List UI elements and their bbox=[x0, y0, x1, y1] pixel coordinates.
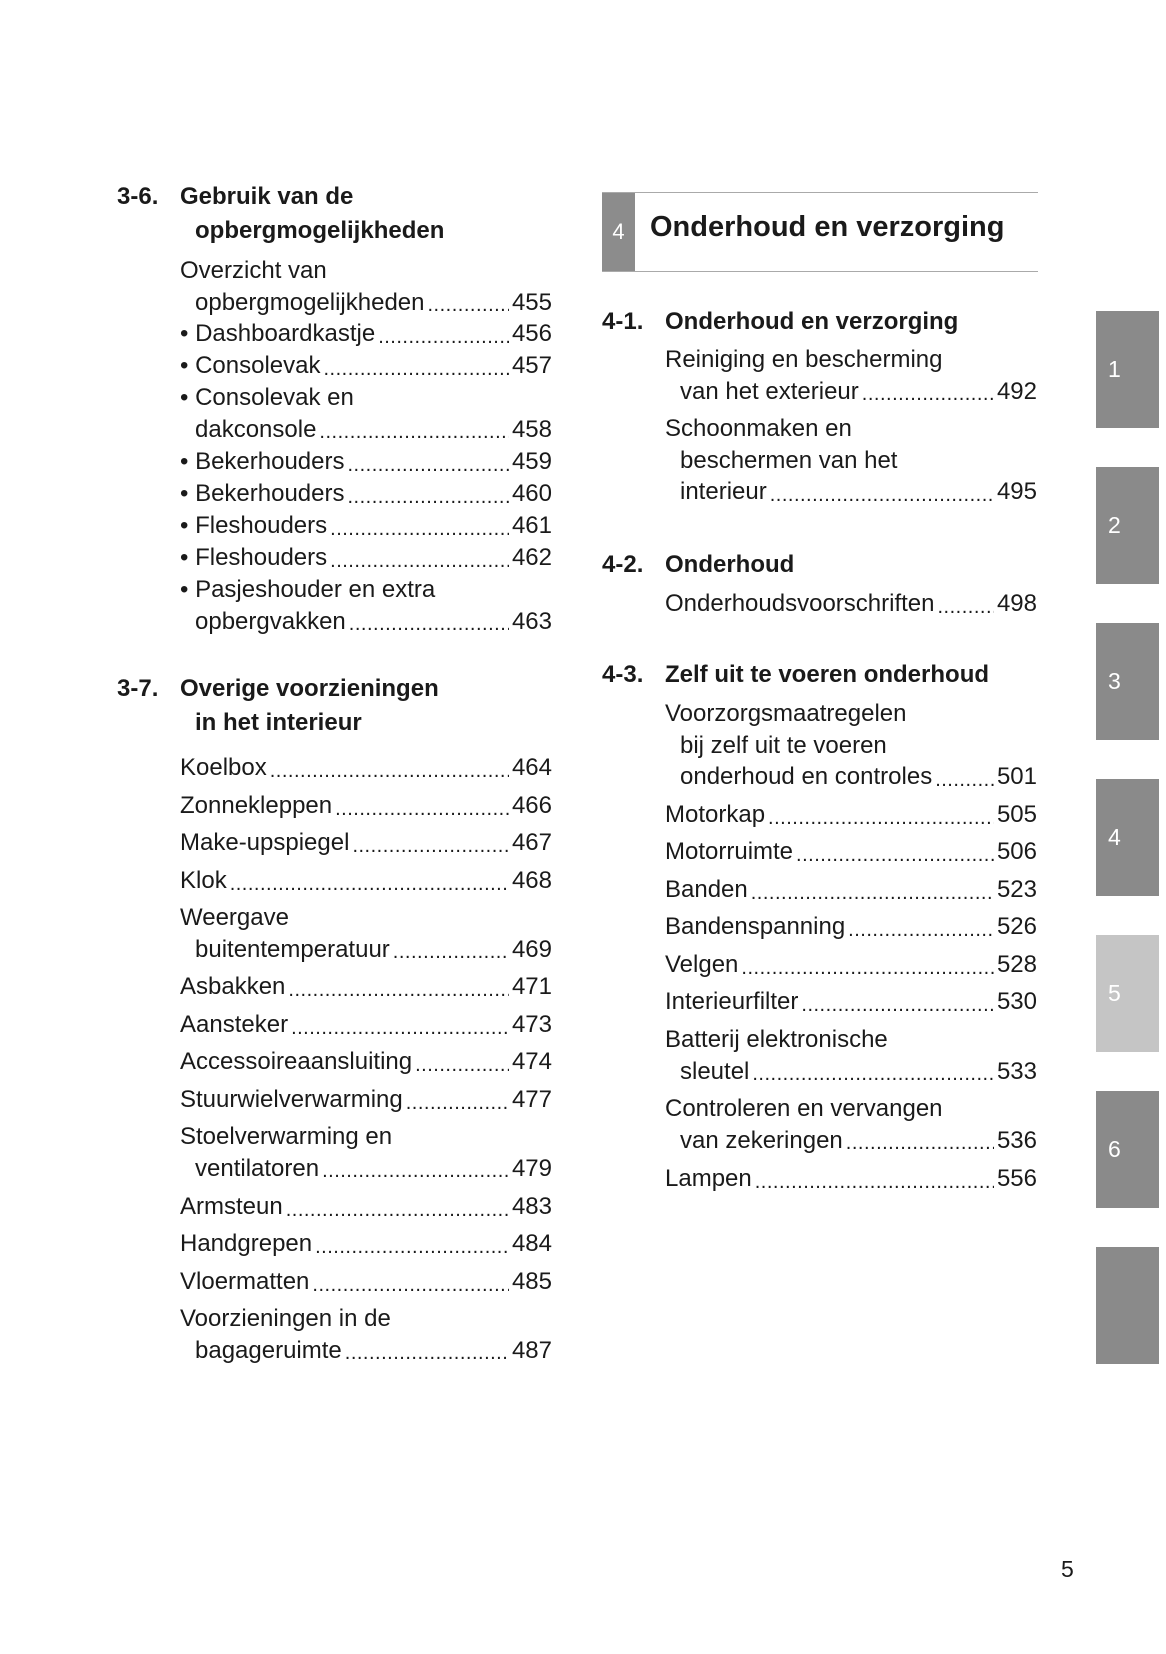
chapter-tab-7[interactable] bbox=[1096, 1247, 1159, 1364]
dot-leader bbox=[286, 1204, 509, 1216]
toc-line: Motorruimte ..... 506 bbox=[665, 836, 1037, 868]
section-title: Onderhoud bbox=[665, 551, 795, 578]
toc-entry[interactable] bbox=[180, 574, 552, 637]
toc-entry[interactable] bbox=[180, 865, 552, 897]
dot-leader bbox=[288, 984, 509, 996]
chapter-banner bbox=[602, 192, 1038, 272]
chapter-tab-2[interactable]: 2 bbox=[1096, 467, 1159, 584]
page-ref: 466 bbox=[511, 792, 552, 819]
page-ref: 501 bbox=[996, 763, 1037, 790]
page-ref: 455 bbox=[511, 288, 552, 316]
page-ref: 492 bbox=[996, 377, 1037, 405]
dot-leader bbox=[937, 601, 993, 613]
toc-line: Schoonmaken en bbox=[665, 415, 852, 442]
toc-entry[interactable] bbox=[180, 542, 552, 574]
page-ref: 556 bbox=[996, 1165, 1037, 1192]
toc-line: Accessoireaansluiting ..... 474 bbox=[180, 1046, 552, 1078]
page-ref: 474 bbox=[511, 1048, 552, 1075]
page-ref: 461 bbox=[511, 512, 552, 539]
toc-line: Stuurwielverwarming ..... 477 bbox=[180, 1084, 552, 1116]
toc-entry[interactable] bbox=[665, 911, 1037, 943]
page-ref: 505 bbox=[996, 801, 1037, 828]
section-heading-3-7 bbox=[117, 672, 557, 742]
toc-entry[interactable] bbox=[665, 874, 1037, 906]
toc-entry[interactable] bbox=[180, 446, 552, 478]
toc-entry[interactable] bbox=[665, 698, 1037, 793]
dot-leader bbox=[330, 555, 509, 567]
page-ref: 462 bbox=[511, 544, 552, 571]
toc-line: Aansteker ..... 473 bbox=[180, 1009, 552, 1041]
toc-entry[interactable] bbox=[665, 799, 1037, 831]
page-ref: 526 bbox=[996, 913, 1037, 940]
toc-entry[interactable] bbox=[180, 1121, 552, 1184]
toc-line: Armsteun ..... 483 bbox=[180, 1191, 552, 1223]
dot-leader bbox=[378, 331, 509, 343]
dot-leader bbox=[348, 459, 509, 471]
dot-leader bbox=[770, 489, 994, 501]
dot-leader bbox=[846, 1137, 994, 1149]
section-heading-3-6 bbox=[117, 180, 557, 250]
toc-entry[interactable] bbox=[180, 1228, 552, 1260]
page-ref: 473 bbox=[511, 1011, 552, 1038]
page-number: 5 bbox=[1061, 1556, 1074, 1582]
toc-line: Voorzieningen in de bbox=[180, 1305, 391, 1332]
chapter-tab-1[interactable]: 1 bbox=[1096, 311, 1159, 428]
page-ref: 484 bbox=[511, 1230, 552, 1257]
page-ref: 487 bbox=[511, 1336, 552, 1364]
dot-leader bbox=[270, 765, 509, 777]
toc-line: Klok ..... 468 bbox=[180, 865, 552, 897]
toc-line: interieur ..... 495 bbox=[665, 476, 1037, 508]
dot-leader bbox=[330, 523, 509, 535]
dot-leader bbox=[755, 1176, 994, 1188]
toc-line: • Bekerhouders ..... 459 bbox=[180, 446, 552, 478]
toc-line: Zonnekleppen ..... 466 bbox=[180, 790, 552, 822]
toc-entry[interactable] bbox=[180, 790, 552, 822]
page-ref: 456 bbox=[511, 320, 552, 347]
toc-line: • Dashboardkastje ..... 456 bbox=[180, 318, 552, 350]
toc-entry[interactable] bbox=[180, 971, 552, 1003]
page-ref: 495 bbox=[996, 478, 1037, 505]
dot-leader bbox=[801, 999, 994, 1011]
dot-leader bbox=[352, 840, 509, 852]
dot-leader bbox=[428, 299, 509, 311]
toc-entry[interactable] bbox=[180, 1191, 552, 1223]
dot-leader bbox=[315, 1241, 509, 1253]
dot-leader bbox=[291, 1022, 509, 1034]
toc-entry[interactable] bbox=[180, 1009, 552, 1041]
page-ref: 471 bbox=[511, 973, 552, 1000]
toc-entry[interactable] bbox=[665, 986, 1037, 1018]
dot-leader bbox=[322, 1165, 509, 1177]
toc-entry[interactable] bbox=[180, 318, 552, 350]
dot-leader bbox=[345, 1347, 509, 1359]
toc-entry[interactable] bbox=[180, 478, 552, 510]
toc-entry[interactable] bbox=[665, 1163, 1037, 1195]
toc-line: beschermen van het bbox=[680, 446, 898, 474]
toc-line: onderhoud en controles ..... 501 bbox=[665, 761, 1037, 793]
page-ref: 530 bbox=[996, 988, 1037, 1015]
section-title-line: in het interieur bbox=[195, 709, 362, 736]
toc-entry[interactable] bbox=[665, 344, 1037, 407]
toc-line: opbergmogelijkheden ..... 455 bbox=[180, 287, 552, 319]
dot-leader bbox=[406, 1097, 509, 1109]
section-number: 4-1. bbox=[602, 308, 644, 335]
dot-leader bbox=[348, 491, 509, 503]
toc-entry[interactable] bbox=[180, 902, 552, 965]
toc-line: bagageruimte ..... 487 bbox=[180, 1335, 552, 1367]
toc-line: Velgen ..... 528 bbox=[665, 949, 1037, 981]
section-number: 3-6. bbox=[117, 183, 159, 210]
toc-line: ventilatoren ..... 479 bbox=[180, 1153, 552, 1185]
chapter-title: Onderhoud en verzorging bbox=[650, 211, 1005, 243]
toc-line: dakconsole ..... 458 bbox=[180, 414, 552, 446]
toc-line: Motorkap ..... 505 bbox=[665, 799, 1037, 831]
toc-line: van zekeringen ..... 536 bbox=[665, 1125, 1037, 1157]
section-title-line: Overige voorzieningen bbox=[180, 675, 439, 702]
section-number: 3-7. bbox=[117, 675, 159, 702]
toc-line: Overzicht van bbox=[180, 257, 327, 284]
toc-entry[interactable] bbox=[665, 588, 1037, 620]
toc-line: buitentemperatuur ..... 469 bbox=[180, 934, 552, 966]
page-ref: 459 bbox=[511, 448, 552, 475]
dot-leader bbox=[393, 946, 509, 958]
toc-entry[interactable] bbox=[665, 1024, 1037, 1087]
toc-entry[interactable] bbox=[665, 1093, 1037, 1156]
toc-line: Interieurfilter ..... 530 bbox=[665, 986, 1037, 1018]
toc-entry[interactable] bbox=[180, 1303, 552, 1366]
page-ref: 469 bbox=[511, 935, 552, 963]
toc-line: bij zelf uit te voeren bbox=[680, 731, 887, 759]
dot-leader bbox=[752, 1068, 994, 1080]
dot-leader bbox=[741, 962, 994, 974]
toc-entry[interactable] bbox=[180, 382, 552, 445]
toc-entry[interactable] bbox=[180, 1046, 552, 1078]
toc-line: Asbakken ..... 471 bbox=[180, 971, 552, 1003]
dot-leader bbox=[935, 774, 994, 786]
dot-leader bbox=[230, 878, 509, 890]
page-ref: 498 bbox=[996, 590, 1037, 617]
dot-leader bbox=[312, 1279, 509, 1291]
toc-line: Koelbox ..... 464 bbox=[180, 752, 552, 784]
dot-leader bbox=[349, 618, 509, 630]
toc-line: Bandenspanning ..... 526 bbox=[665, 911, 1037, 943]
toc-line: Banden ..... 523 bbox=[665, 874, 1037, 906]
section-number: 4-3. bbox=[602, 661, 644, 688]
toc-entry[interactable] bbox=[180, 255, 552, 318]
page-ref: 479 bbox=[511, 1154, 552, 1182]
dot-leader bbox=[415, 1059, 509, 1071]
page-ref: 467 bbox=[511, 829, 552, 856]
section-heading-4-1 bbox=[602, 305, 1042, 339]
page-ref: 536 bbox=[996, 1126, 1037, 1154]
page-ref: 468 bbox=[511, 867, 552, 894]
dot-leader bbox=[751, 887, 994, 899]
toc-line: van het exterieur ..... 492 bbox=[665, 376, 1037, 408]
dot-leader bbox=[323, 363, 508, 375]
toc-line: Onderhoudsvoorschriften ..... 498 bbox=[665, 588, 1037, 620]
page-ref: 483 bbox=[511, 1193, 552, 1220]
toc-line: Weergave bbox=[180, 904, 289, 931]
page-ref: 528 bbox=[996, 951, 1037, 978]
chapter-tab-3[interactable]: 3 bbox=[1096, 623, 1159, 740]
toc-line: • Pasjeshouder en extra bbox=[180, 576, 436, 603]
section-heading-4-2 bbox=[602, 548, 1042, 582]
chapter-tab-6[interactable]: 6 bbox=[1096, 1091, 1159, 1208]
toc-line: Make-upspiegel ..... 467 bbox=[180, 827, 552, 859]
page-ref: 460 bbox=[511, 480, 552, 507]
toc-line: Handgrepen ..... 484 bbox=[180, 1228, 552, 1260]
toc-line: sleutel ..... 533 bbox=[665, 1056, 1037, 1088]
page-ref: 458 bbox=[511, 415, 552, 443]
toc-entry[interactable] bbox=[180, 510, 552, 542]
chapter-number-box: 4 bbox=[602, 193, 635, 271]
page-ref: 457 bbox=[511, 352, 552, 379]
dot-leader bbox=[848, 924, 994, 936]
page-ref: 463 bbox=[511, 607, 552, 635]
toc-entry[interactable] bbox=[665, 949, 1037, 981]
dot-leader bbox=[796, 849, 994, 861]
page-ref: 523 bbox=[996, 876, 1037, 903]
toc-entry[interactable] bbox=[180, 827, 552, 859]
toc-line: • Consolevak en bbox=[180, 384, 354, 411]
toc-line: Controleren en vervangen bbox=[665, 1095, 943, 1122]
toc-entry[interactable] bbox=[665, 413, 1037, 508]
toc-line: Batterij elektronische bbox=[665, 1026, 888, 1053]
section-title-line: opbergmogelijkheden bbox=[195, 217, 445, 244]
toc-line: Voorzorgsmaatregelen bbox=[665, 700, 907, 727]
page-ref: 464 bbox=[511, 754, 552, 781]
toc-line: • Fleshouders ..... 461 bbox=[180, 510, 552, 542]
toc-line: • Bekerhouders ..... 460 bbox=[180, 478, 552, 510]
dot-leader bbox=[862, 388, 994, 400]
toc-line: Reiniging en bescherming bbox=[665, 346, 943, 373]
toc-entry[interactable] bbox=[180, 350, 552, 382]
chapter-tab-4[interactable]: 4 bbox=[1096, 779, 1159, 896]
toc-line: • Fleshouders ..... 462 bbox=[180, 542, 552, 574]
toc-line: Lampen ..... 556 bbox=[665, 1163, 1037, 1195]
page-ref: 506 bbox=[996, 838, 1037, 865]
dot-leader bbox=[319, 426, 509, 438]
section-heading-4-3 bbox=[602, 658, 1042, 692]
page-ref: 477 bbox=[511, 1086, 552, 1113]
toc-entry[interactable] bbox=[180, 1084, 552, 1116]
section-title: Onderhoud en verzorging bbox=[665, 308, 959, 335]
toc-line: • Consolevak ..... 457 bbox=[180, 350, 552, 382]
dot-leader bbox=[335, 803, 509, 815]
section-title: Zelf uit te voeren onderhoud bbox=[665, 661, 990, 688]
toc-line: Vloermatten ..... 485 bbox=[180, 1266, 552, 1298]
toc-entry[interactable] bbox=[665, 836, 1037, 868]
page-ref: 533 bbox=[996, 1057, 1037, 1085]
section-number: 4-2. bbox=[602, 551, 644, 578]
toc-line: opbergvakken ..... 463 bbox=[180, 606, 552, 638]
section-title-line: Gebruik van de bbox=[180, 183, 354, 210]
toc-entry[interactable] bbox=[180, 1266, 552, 1298]
page-ref: 485 bbox=[511, 1268, 552, 1295]
toc-line: Stoelverwarming en bbox=[180, 1123, 393, 1150]
dot-leader bbox=[768, 812, 994, 824]
chapter-tab-5[interactable]: 5 bbox=[1096, 935, 1159, 1052]
toc-entry[interactable] bbox=[180, 752, 552, 784]
